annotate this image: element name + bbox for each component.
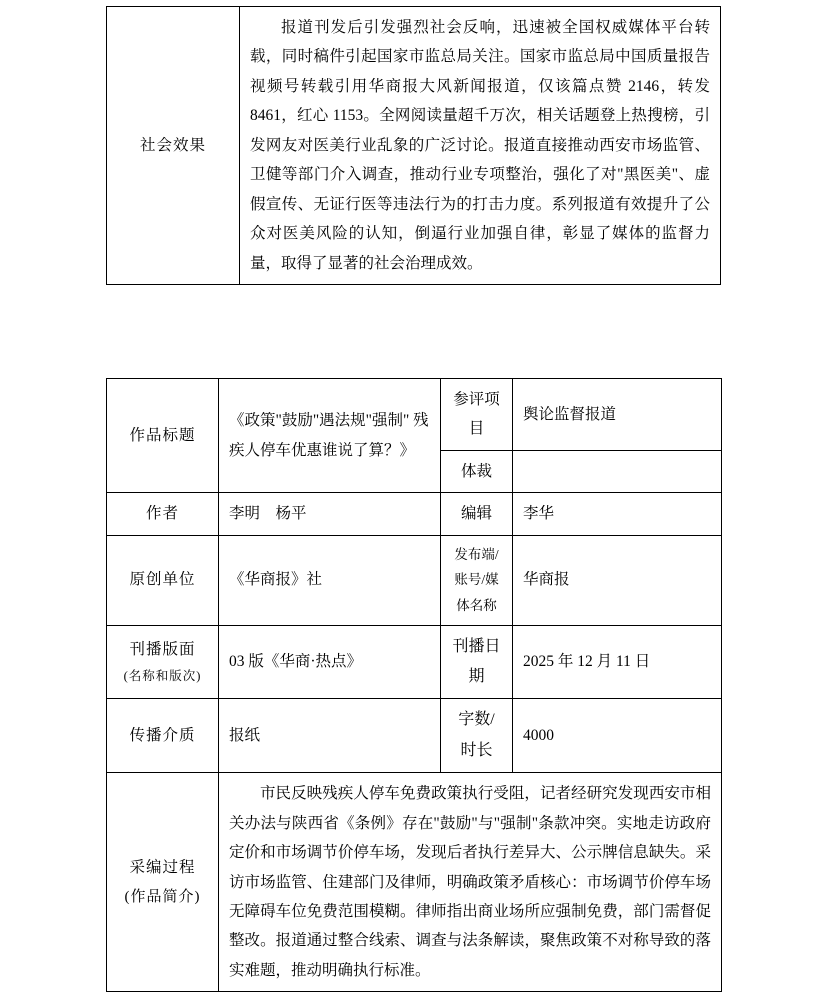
table-row xyxy=(107,535,722,625)
word-count-label: 字数/时长 xyxy=(441,699,513,773)
process-label-sub: (作品简介) xyxy=(124,888,201,905)
genre-label: 体裁 xyxy=(441,450,513,492)
publish-channel-label: 发布端/账号/媒体名称 xyxy=(441,535,513,625)
table-row xyxy=(107,493,722,535)
author-label: 作者 xyxy=(107,493,219,535)
editor-value: 李华 xyxy=(513,493,722,535)
work-title-line2: 疾人停车优惠谁说了算？》 xyxy=(229,441,416,459)
original-unit-value: 《华商报》社 xyxy=(219,535,441,625)
table-row xyxy=(107,699,722,773)
review-item-value: 舆论监督报道 xyxy=(513,379,722,451)
publish-date-value: 2025 年 12 月 11 日 xyxy=(513,625,722,699)
work-info-table xyxy=(106,378,722,992)
social-effect-label: 社会效果 xyxy=(107,7,240,285)
work-title-line1: 《政策"鼓励"遇法规"强制" 残 xyxy=(229,412,429,430)
social-effect-table xyxy=(106,6,721,285)
table-row xyxy=(107,379,722,451)
publish-channel-value: 华商报 xyxy=(513,535,722,625)
table-row xyxy=(107,625,722,699)
publish-date-label: 刊播日期 xyxy=(441,625,513,699)
original-unit-label: 原创单位 xyxy=(107,535,219,625)
medium-label: 传播介质 xyxy=(107,699,219,773)
work-title-label: 作品标题 xyxy=(107,379,219,493)
table-row xyxy=(107,773,722,992)
author-value: 李明 杨平 xyxy=(219,493,441,535)
process-content: 市民反映残疾人停车免费政策执行受阻，记者经研究发现西安市相关办法与陕西省《条例》存在"鼓励"与"强制"条款冲突。实地走访政府定价和市场调节价停车场，发现后者执行差异大、公示牌信息缺失。采访市场监管、住建部门及律师，明确政策矛盾核心：市场调节价停车场无障碍车位免费范围模糊。律师指出商业场所应强制免费，部门需督促整改。报道通过整合线索、调查与法条解读，聚焦政策不对称导致的落实难题，推动明确执行标准。 xyxy=(219,773,722,992)
work-title-value xyxy=(219,379,441,493)
social-effect-content: 报道刊发后引发强烈社会反响，迅速被全国权威媒体平台转载，同时稿件引起国家市监总局关注。国家市监总局中国质量报告视频号转载引用华商报大风新闻报道，仅该篇点赞 2146，转发 8461，红心 1153。全网阅读量超千万次，相关话题登上热搜榜，引发网友对医美行业乱象的广泛讨论。报道直接推动西安市场监管、卫健等部门介入调查，推动行业专项整治，强化了对"黑医美"、虚假宣传、无证行医等违法行为的打击力度。系列报道有效提升了公众对医美风险的认知，倒逼行业加强自律，彰显了媒体的监督力量，取得了显著的社会治理成效。 xyxy=(240,7,721,285)
genre-value xyxy=(513,450,722,492)
layout-label: 刊播版面 (名称和版次) xyxy=(107,625,219,699)
process-label: 采编过程 (作品简介) xyxy=(107,773,219,992)
medium-value: 报纸 xyxy=(219,699,441,773)
layout-label-sub: (名称和版次) xyxy=(123,668,202,683)
review-item-label: 参评项目 xyxy=(441,379,513,451)
editor-label: 编辑 xyxy=(441,493,513,535)
layout-value: 03 版《华商·热点》 xyxy=(219,625,441,699)
word-count-value: 4000 xyxy=(513,699,722,773)
table-row xyxy=(107,7,721,285)
